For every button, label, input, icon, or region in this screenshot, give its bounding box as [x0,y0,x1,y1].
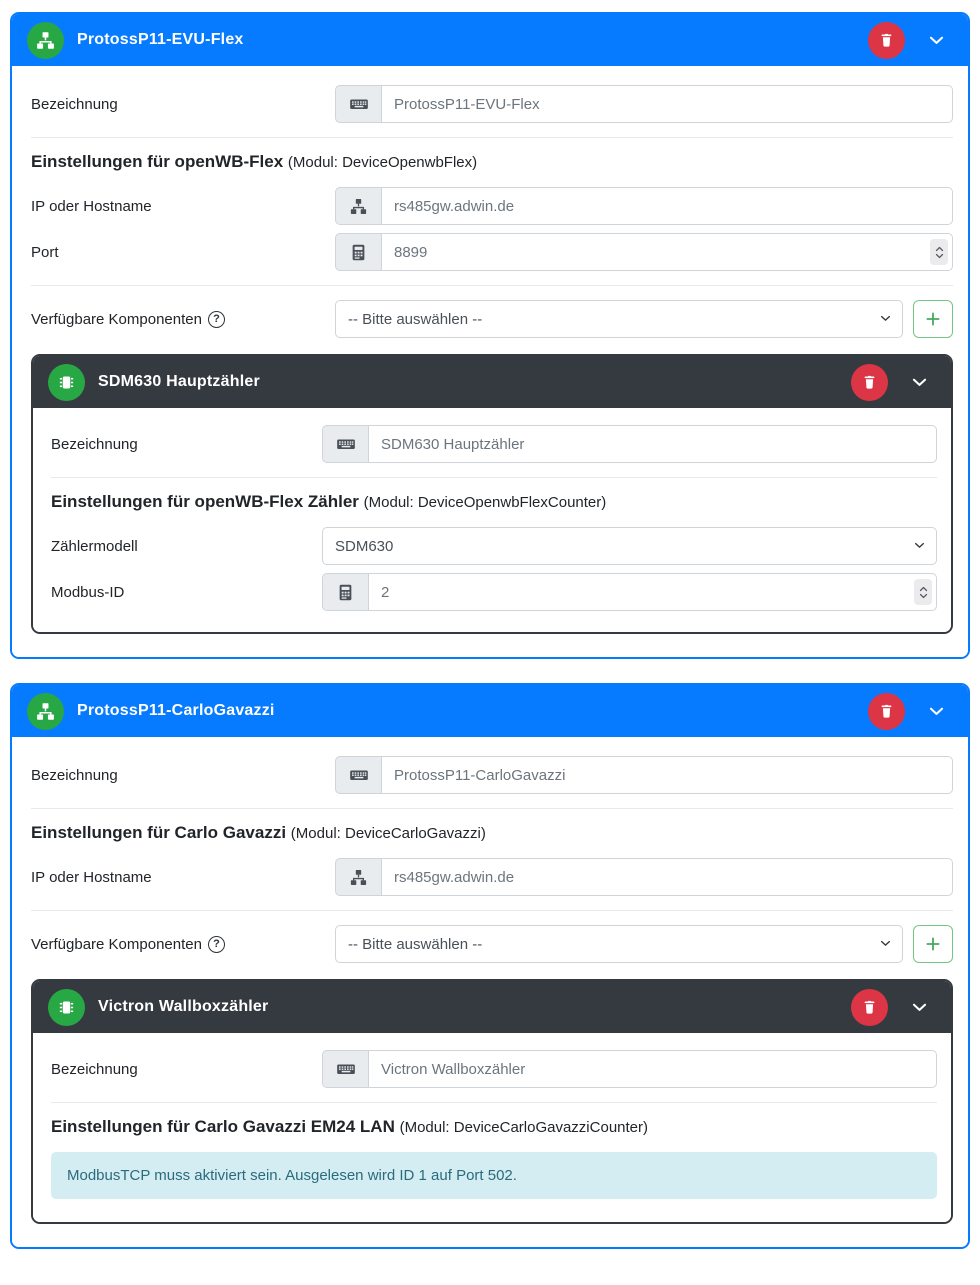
divider [51,477,937,478]
trash-icon [861,374,878,391]
delete-component-button[interactable] [851,989,888,1026]
port-input[interactable] [382,233,953,271]
components-label: Verfügbare Komponenten ? [31,311,335,328]
delete-component-button[interactable] [851,364,888,401]
keyboard-icon [322,425,369,463]
port-row [31,233,953,271]
microchip-icon [48,364,85,401]
device-card-header [12,685,968,737]
bezeichnung-label: Bezeichnung [51,1060,138,1078]
divider [31,285,953,286]
divider [31,137,953,138]
port-input-group [335,233,953,271]
help-icon[interactable]: ? [208,936,225,953]
module-name: (Modul: DeviceCarloGavazzi) [290,825,486,842]
component-select[interactable] [335,925,903,963]
components-row [31,300,953,338]
component-title: SDM630 Hauptzähler [98,373,260,390]
keyboard-icon [335,756,382,794]
device-title: ProtossP11-CarloGavazzi [77,702,275,719]
host-input[interactable] [382,858,953,896]
bezeichnung-input-group [335,756,953,794]
bezeichnung-input[interactable] [369,425,937,463]
component-select[interactable] [335,300,903,338]
add-component-button[interactable] [913,925,953,963]
module-name: (Modul: DeviceCarloGavazziCounter) [399,1119,649,1136]
bezeichnung-row [51,425,937,463]
bezeichnung-label: Bezeichnung [51,435,138,453]
bezeichnung-row [31,756,953,794]
section-heading: Einstellungen für openWB-Flex Zähler (Modul: DeviceOpenwbFlexCounter) [51,492,607,511]
section-heading: Einstellungen für Carlo Gavazzi EM24 LAN (Modul: DeviceCarloGavazziCounter) [51,1117,649,1136]
device-card-carlo-gavazzi [10,683,970,1249]
component-card-body [33,1033,951,1222]
component-card-sdm630 [31,354,953,634]
model-select-wrap [322,527,937,565]
device-card-body [12,66,968,657]
bezeichnung-input-group [322,425,937,463]
keyboard-icon [335,85,382,123]
collapse-chevron-icon[interactable] [910,998,929,1017]
modbus-id-row [51,573,937,611]
module-name: (Modul: DeviceOpenwbFlexCounter) [363,494,607,511]
sitemap-icon [335,858,382,896]
number-spinner[interactable] [930,239,948,265]
modbus-id-label: Modbus-ID [51,583,125,601]
collapse-chevron-icon[interactable] [927,31,946,50]
modbus-id-input-group [322,573,937,611]
microchip-icon [48,989,85,1026]
module-name: (Modul: DeviceOpenwbFlex) [287,154,478,171]
help-icon[interactable]: ? [208,311,225,328]
device-card-header [12,14,968,66]
host-label: IP oder Hostname [31,197,152,215]
component-card-body [33,408,951,632]
modbus-id-input[interactable] [369,573,937,611]
collapse-chevron-icon[interactable] [910,373,929,392]
trash-icon [878,703,895,720]
component-card-header [33,981,951,1033]
section-heading: Einstellungen für openWB-Flex (Modul: DeviceOpenwbFlex) [31,152,478,171]
divider [51,1102,937,1103]
trash-icon [861,999,878,1016]
delete-device-button[interactable] [868,22,905,59]
device-card-evu-flex [10,12,970,659]
sitemap-icon [27,22,64,59]
bezeichnung-input[interactable] [369,1050,937,1088]
sitemap-icon [335,187,382,225]
host-input-group [335,187,953,225]
bezeichnung-input-group [322,1050,937,1088]
host-input-group [335,858,953,896]
host-row [31,858,953,896]
divider [31,910,953,911]
collapse-chevron-icon[interactable] [927,702,946,721]
keyboard-icon [322,1050,369,1088]
bezeichnung-row [51,1050,937,1088]
component-select-wrap [335,925,903,963]
bezeichnung-label: Bezeichnung [31,95,118,113]
components-label: Verfügbare Komponenten ? [31,936,335,953]
number-spinner[interactable] [914,579,932,605]
components-row [31,925,953,963]
section-heading: Einstellungen für Carlo Gavazzi (Modul: DeviceCarloGavazzi) [31,823,486,842]
plus-icon [924,310,942,328]
component-select-wrap [335,300,903,338]
component-card-victron [31,979,953,1224]
bezeichnung-label: Bezeichnung [31,766,118,784]
device-title: ProtossP11-EVU-Flex [77,31,244,48]
bezeichnung-input-group [335,85,953,123]
model-label: Zählermodell [51,537,138,555]
calculator-icon [335,233,382,271]
plus-icon [924,935,942,953]
delete-device-button[interactable] [868,693,905,730]
divider [31,808,953,809]
host-row [31,187,953,225]
trash-icon [878,32,895,49]
add-component-button[interactable] [913,300,953,338]
component-card-header [33,356,951,408]
port-label: Port [31,243,59,261]
calculator-icon [322,573,369,611]
bezeichnung-input[interactable] [382,85,953,123]
model-row [51,527,937,565]
device-card-body [12,737,968,1247]
modbus-info-alert: ModbusTCP muss aktiviert sein. Ausgelesen wird ID 1 auf Port 502. [51,1152,937,1199]
model-select[interactable] [322,527,937,565]
bezeichnung-input[interactable] [382,756,953,794]
component-title: Victron Wallboxzähler [98,998,269,1015]
host-input[interactable] [382,187,953,225]
bezeichnung-row [31,85,953,123]
sitemap-icon [27,693,64,730]
host-label: IP oder Hostname [31,868,152,886]
